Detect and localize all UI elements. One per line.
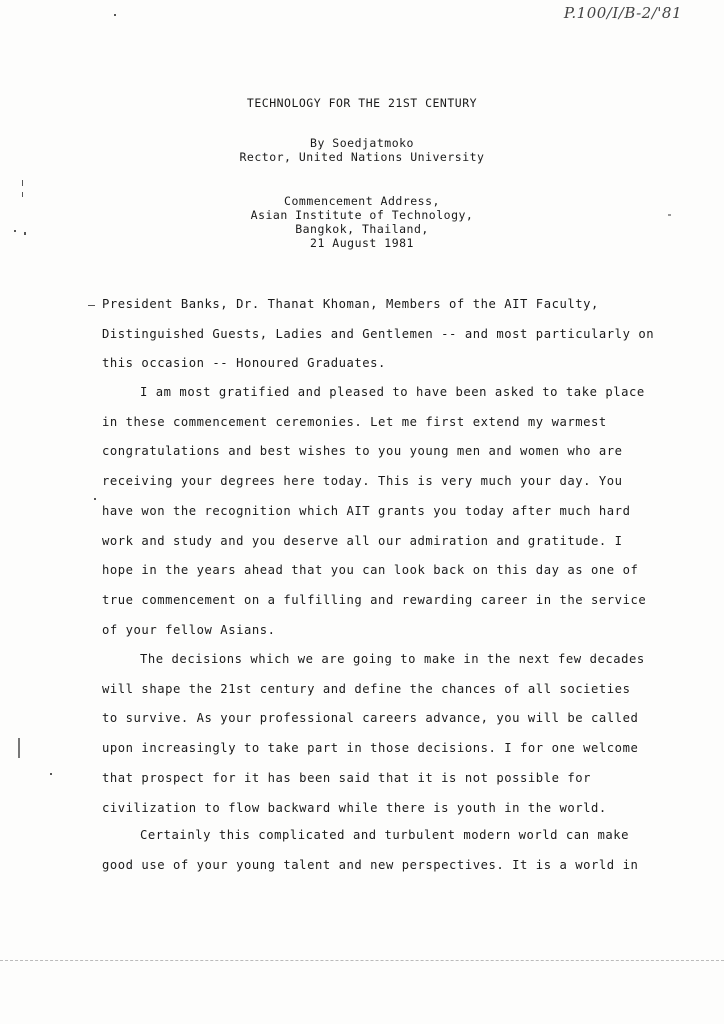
occasion-line: 21 August 1981 [310, 236, 414, 250]
text-line: Distinguished Guests, Ladies and Gentlemen -- and most particularly on [102, 326, 655, 341]
position-line: Rector, United Nations University [239, 150, 485, 164]
text-line: Certainly this complicated and turbulent modern world can make [140, 828, 630, 842]
scan-speck [668, 214, 671, 216]
scan-speck [50, 773, 52, 775]
text-line: receiving your degrees here today. This is very much your day. You [102, 474, 623, 489]
document-title: TECHNOLOGY FOR THE 21ST CENTURY [246, 96, 478, 110]
occasion-line: Commencement Address, [284, 194, 440, 208]
text-line: The decisions which we are going to make in the next few decades [140, 652, 645, 666]
text-line: President Banks, Dr. Thanat Khoman, Members of the AIT Faculty, [102, 297, 599, 311]
text-line: this occasion -- Honoured Graduates. [102, 356, 386, 371]
text-line: work and study and you deserve all our admiration and gratitude. I [102, 533, 623, 548]
scan-speck [18, 738, 20, 758]
scan-speck [94, 498, 96, 500]
scan-speck [22, 180, 23, 186]
text-line: hope in the years ahead that you can look back on this day as one of [102, 563, 639, 578]
text-line: civilization to flow backward while there is youth in the world. [102, 800, 607, 815]
text-line: congratulations and best wishes to you young men and women who are [102, 444, 623, 459]
author-line: By Soedjatmoko [310, 136, 414, 150]
paragraph-decisions [102, 645, 645, 823]
paragraph-modern-world [102, 821, 639, 880]
occasion-line: Bangkok, Thailand, [295, 222, 429, 236]
scan-speck [14, 230, 16, 232]
author-block [0, 136, 724, 164]
occasion-line: Asian Institute of Technology, [250, 208, 474, 222]
scan-speck [24, 232, 26, 235]
text-line: have won the recognition which AIT grants you today after much hard [102, 503, 631, 518]
text-line: to survive. As your professional careers advance, you will be called [102, 711, 639, 726]
scan-speck [22, 192, 23, 197]
text-line: in these commencement ceremonies. Let me first extend my warmest [102, 414, 607, 429]
scan-speck [88, 305, 95, 306]
text-line: that prospect for it has been said that it is not possible for [102, 770, 592, 785]
scan-speck [114, 14, 116, 16]
text-line: will shape the 21st century and define the chances of all societies [102, 681, 631, 696]
handwritten-reference-number: P.100/I/B-2/'81 [563, 4, 682, 22]
occasion-block [0, 194, 724, 250]
scan-edge-line [0, 960, 724, 961]
text-line: true commencement on a fulfilling and rewarding career in the service [102, 592, 647, 607]
text-line: good use of your young talent and new perspectives. It is a world in [102, 857, 639, 872]
paragraph-salutation [102, 290, 655, 379]
text-line: I am most gratified and pleased to have been asked to take place [140, 385, 645, 399]
text-line: of your fellow Asians. [102, 622, 276, 637]
paragraph-congratulations [102, 378, 647, 645]
text-line: upon increasingly to take part in those decisions. I for one welcome [102, 741, 639, 756]
